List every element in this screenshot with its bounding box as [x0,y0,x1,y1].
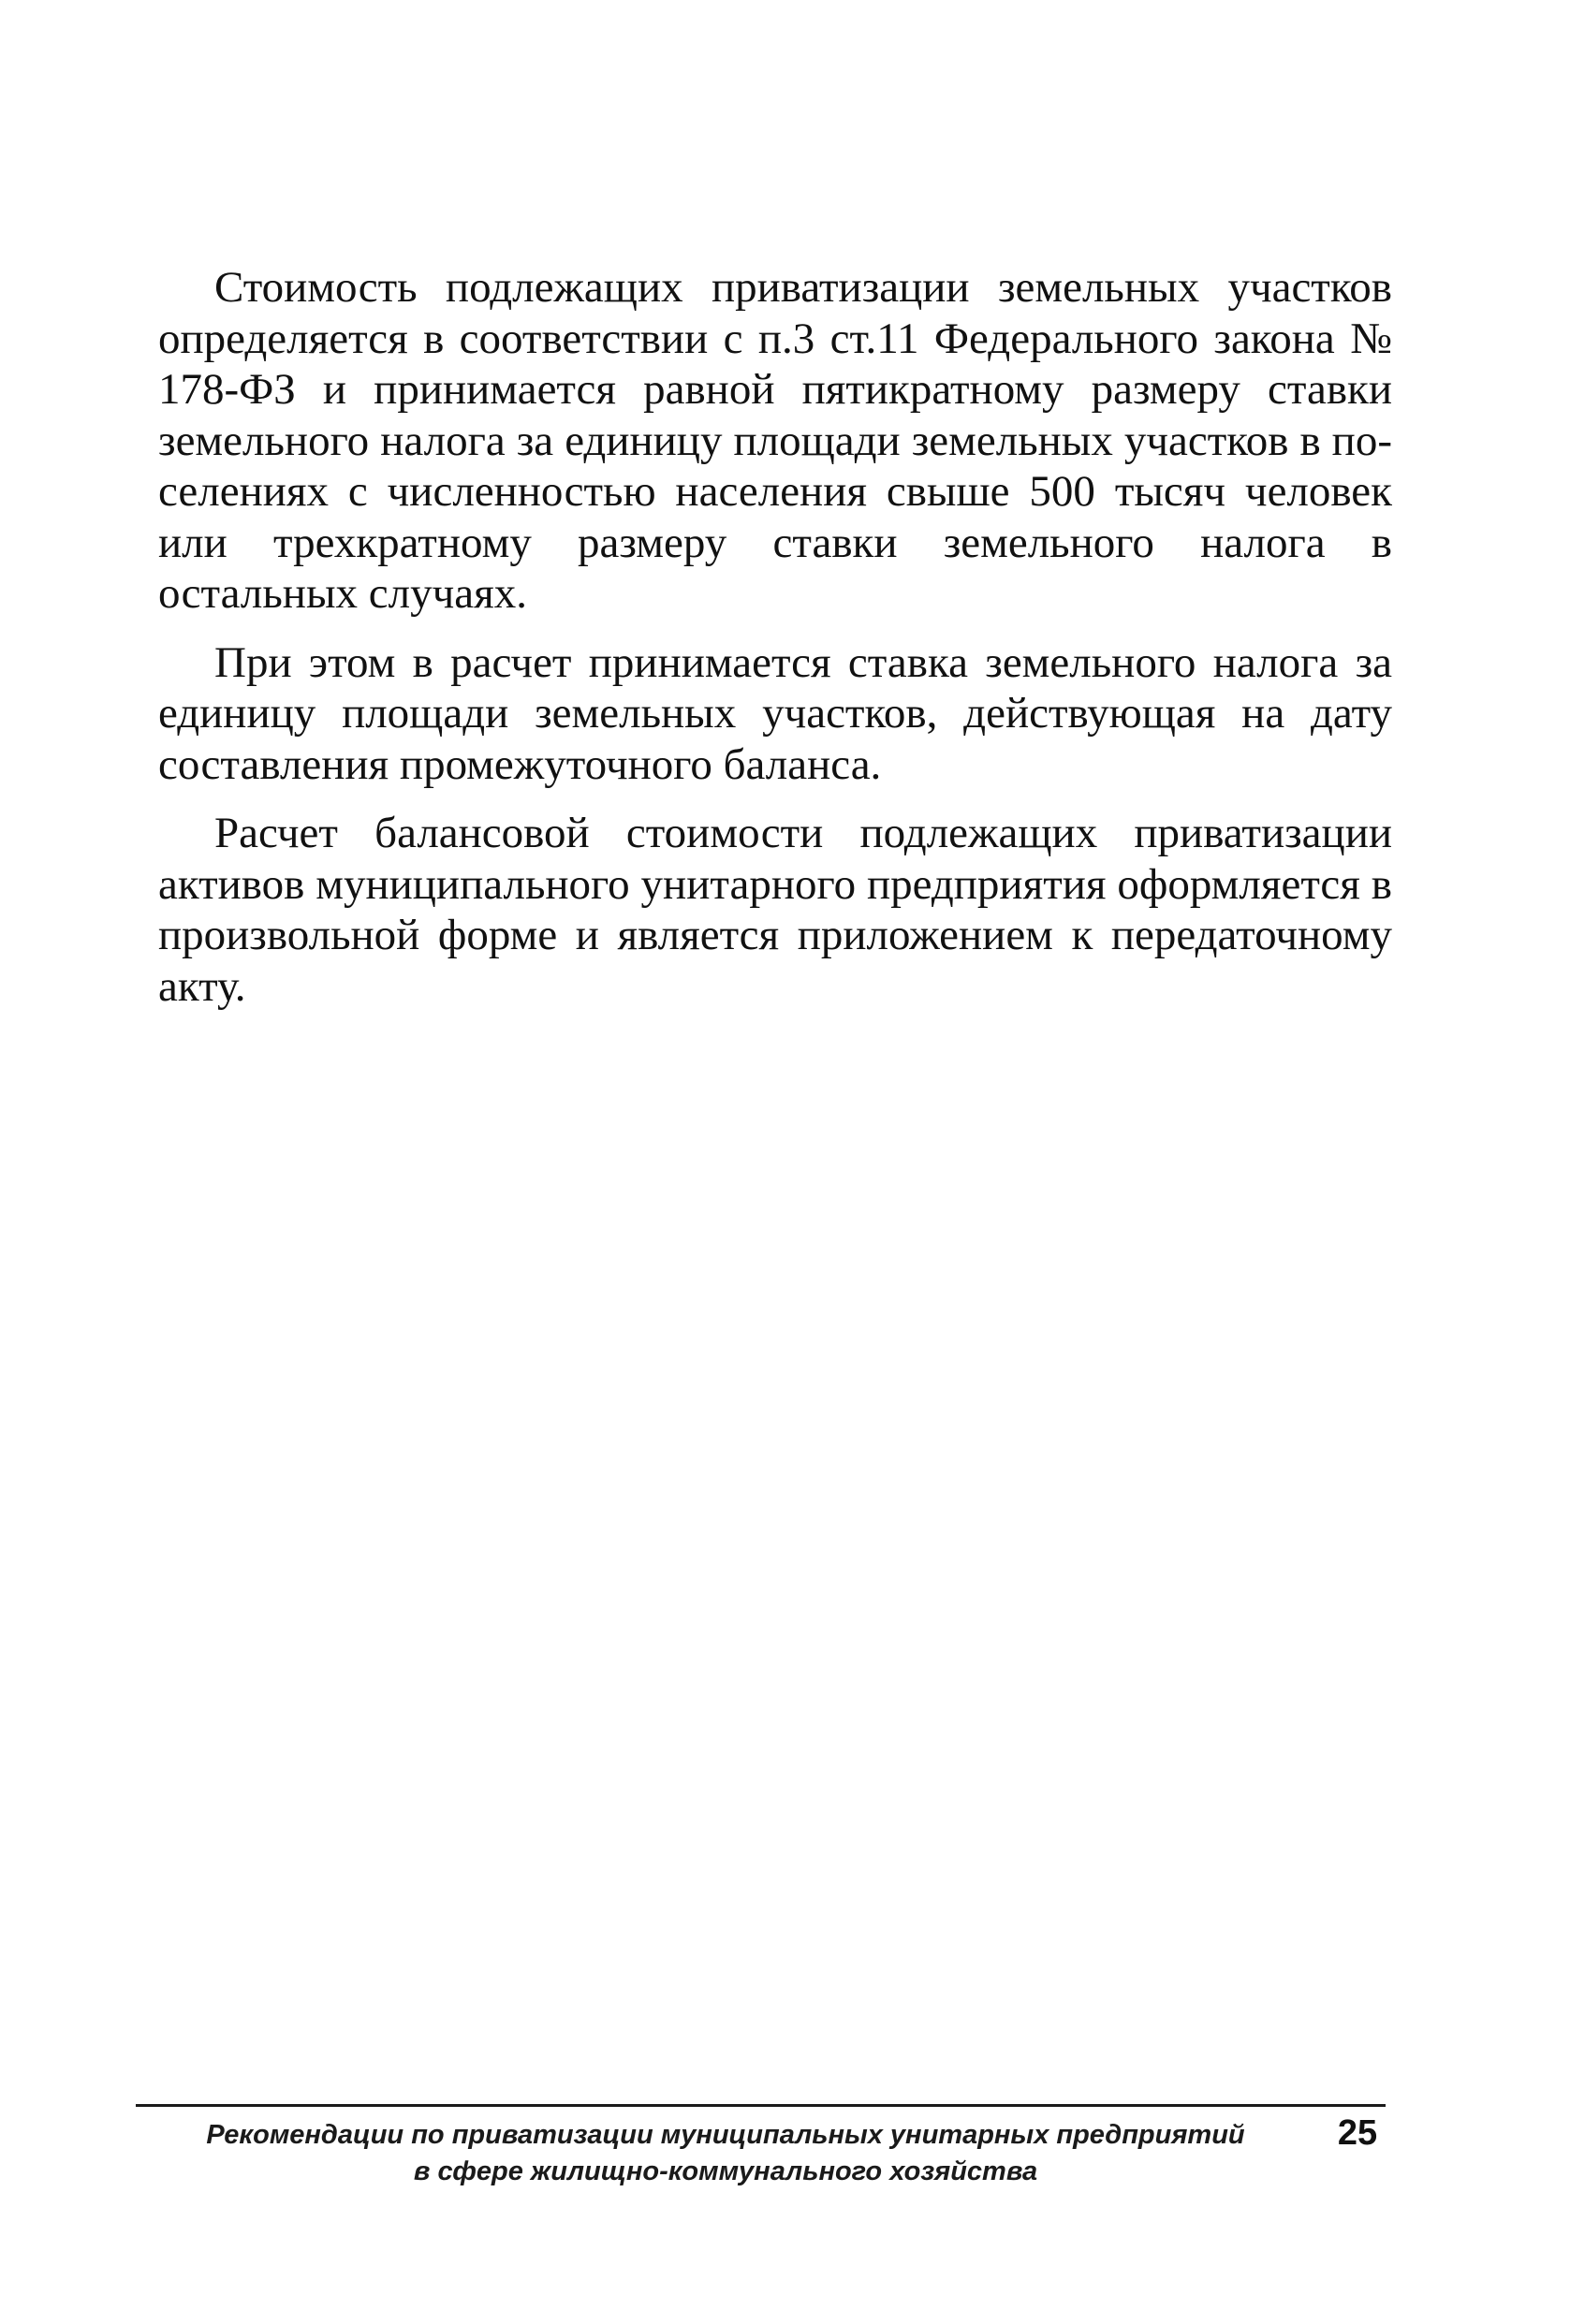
document-body [158,262,1392,1030]
paragraph-balance-calculation: Расчет балансовой стоимости подлежащих приватизации активов муниципального унитарного предприятия оформляется в произвольной форме и является приложением к передаточному акту. [158,809,1392,1011]
paragraph-land-cost: Стоимость подлежащих приватизации земельных участков определяется в соответствии с п.3 ст.11 Федерального закона № 178-ФЗ и принимается равной пятикратному размеру ставки земельного налога за единицу площади земельных участков в поселениях с численностью населения свыше 500 тысяч человек или трехкратному размеру ставки земельного налога в остальных случаях. [158,263,1392,618]
paragraph-tax-rate: При этом в расчет принимается ставка земельного налога за единицу площади земельных участков, действующая на дату составления промежуточного баланса. [158,637,1392,789]
footer-title-line-1: Рекомендации по приватизации муниципальных унитарных предприятий [206,2120,1245,2150]
footer-divider [136,2104,1386,2107]
running-footer-title [136,2117,1315,2190]
footer-title-line-2: в сфере жилищно-коммунального хозяйства [413,2156,1038,2186]
page-number: 25 [1337,2113,1378,2153]
